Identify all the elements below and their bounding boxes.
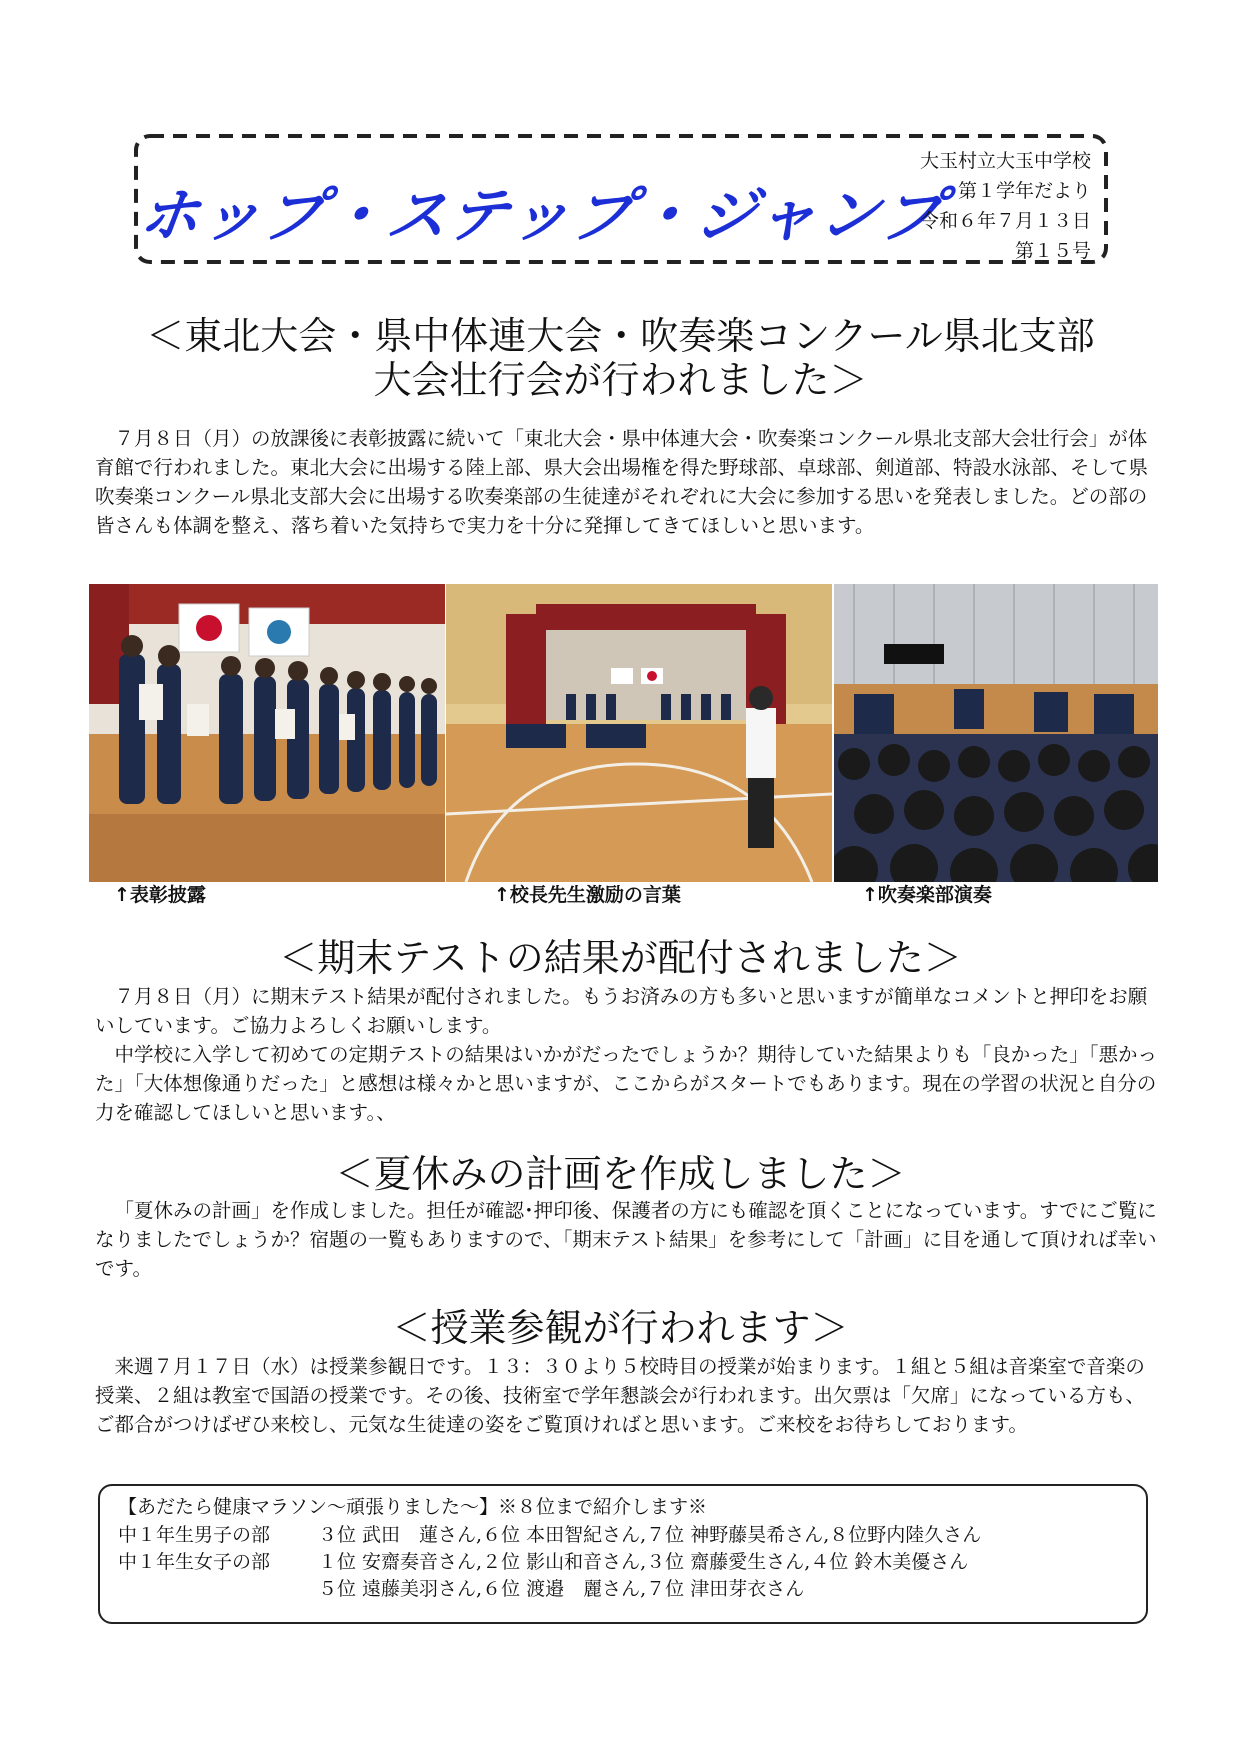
section3-paragraph: 「夏休みの計画」を作成しました。担任が確認･押印後、保護者の方にも確認を頂くことになっています。すでにご覧になりましたでしょうか？宿題の一覧もありますので、「期末テスト結果」を参考にして「計画」に目を通して頂ければ幸いです。 bbox=[95, 1199, 1157, 1280]
section1-body bbox=[95, 424, 1157, 540]
caption-award: ↑表彰披露 bbox=[114, 884, 206, 906]
marathon-results-box bbox=[98, 1484, 1148, 1624]
newsletter-title: ホップ・ステップ・ジャンプ bbox=[134, 181, 948, 251]
section4-paragraph: 来週７月１７日（水）は授業参観日です。１３：３０より５校時目の授業が始まります。１組と５組は音楽室で音楽の授業、２組は教室で国語の授業です。その後、技術室で学年懇談会が行われます。出欠票は「欠席」になっている方も、ご都合がつけばぜひ来校し、元気な生徒達の姿をご覧頂ければと思います。ご来校をお待ちしております。 bbox=[95, 1355, 1145, 1436]
photo-award-ceremony bbox=[89, 584, 445, 882]
boys-results: ３位 武田 蓮さん,６位 本田智紀さん,７位 神野藤昊希さん,８位野内陸久さん bbox=[318, 1524, 982, 1546]
section1-heading-line2: 大会壮行会が行われました＞ bbox=[373, 358, 868, 402]
newsletter-name: 第１学年だより bbox=[957, 180, 1091, 202]
section3-body bbox=[95, 1196, 1157, 1283]
section4-body bbox=[95, 1352, 1157, 1439]
section4-heading: ＜授業参観が行われます＞ bbox=[392, 1306, 849, 1350]
girls-results-line1: １位 安齋奏音さん,２位 影山和音さん,３位 齋藤愛生さん,４位 鈴木美優さん bbox=[318, 1551, 969, 1573]
section3-heading: ＜夏休みの計画を作成しました＞ bbox=[335, 1152, 906, 1196]
caption-principal: ↑校長先生激励の言葉 bbox=[494, 884, 681, 906]
school-name: 大玉村立大玉中学校 bbox=[919, 150, 1091, 172]
marathon-title: 【あだたら健康マラソン～頑張りました～】※８位まで紹介します※ bbox=[118, 1496, 708, 1518]
section1-heading-line1: ＜東北大会・県中体連大会・吹奏楽コンクール県北支部 bbox=[146, 314, 1095, 358]
girls-results-line2: ５位 遠藤美羽さん,６位 渡邉 麗さん,７位 津田芽衣さん bbox=[318, 1578, 805, 1600]
girls-label: 中１年生女子の部 bbox=[118, 1551, 271, 1573]
photo-brass-band bbox=[834, 584, 1158, 882]
issue-meta bbox=[920, 146, 1091, 266]
issue-number: 第１５号 bbox=[1014, 240, 1091, 262]
boys-label: 中１年生男子の部 bbox=[118, 1524, 271, 1546]
issue-date: 令和６年７月１３日 bbox=[919, 210, 1091, 232]
section2-paragraph2: 中学校に入学して初めての定期テストの結果はいかがだったでしょうか？期待していた結果よりも「良かった」「悪かった」「大体想像通りだった」と感想は様々かと思いますが、ここからがスタートでもあります。現在の学習の状況と自分の力を確認してほしいと思います。、 bbox=[95, 1043, 1157, 1124]
section2-body bbox=[95, 982, 1157, 1127]
photo-principal-speech bbox=[446, 584, 832, 882]
section1-paragraph: ７月８日（月）の放課後に表彰披露に続いて「東北大会・県中体連大会・吹奏楽コンクール県北支部大会壮行会」が体育館で行われました。東北大会に出場する陸上部、県大会出場権を得た野球部、卓球部、剣道部、特設水泳部、そして県吹奏楽コンクール県北支部大会に出場する吹奏楽部の生徒達がそれぞれに大会に参加する思いを発表しました。どの部の皆さんも体調を整え、落ち着いた気持ちで実力を十分に発揮してきてほしいと思います。 bbox=[95, 427, 1149, 537]
caption-brass-band: ↑吹奏楽部演奏 bbox=[862, 884, 992, 906]
section2-paragraph1: ７月８日（月）に期末テスト結果が配付されました。もうお済みの方も多いと思いますが簡単なコメントと押印をお願いしています。ご協力よろしくお願いします。 bbox=[95, 985, 1148, 1037]
section2-heading: ＜期末テストの結果が配付されました＞ bbox=[279, 936, 962, 980]
